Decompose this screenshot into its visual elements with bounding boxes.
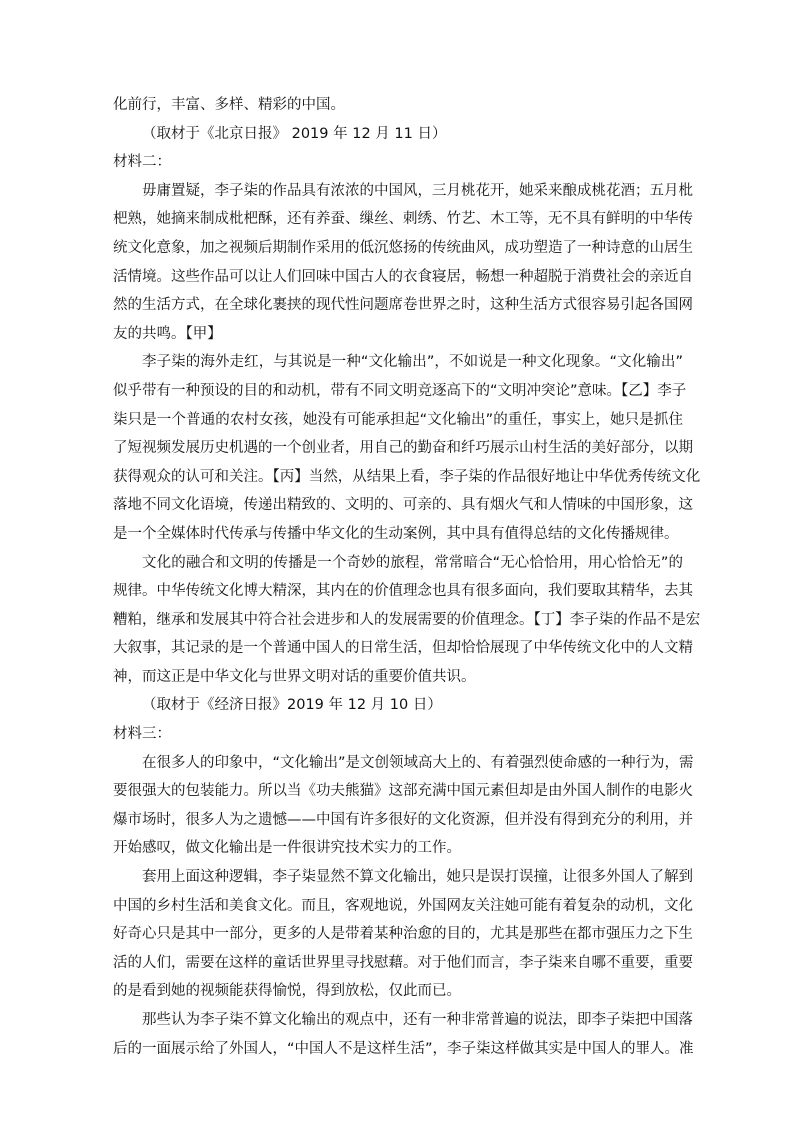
paragraph-first-line: 在很多人的印象中，“文化输出”是文创领域高大上的、有着强烈使命感的一种行为，需	[142, 754, 694, 771]
paragraph-line: 柒只是一个普通的农村女孩，她没有可能承担起“文化输出”的重任，事实上，她只是抓住	[113, 411, 683, 428]
paragraph-line: 糟粕，继承和发展其中符合社会进步和人的发展需要的价值理念。【丁】李子柒的作品不是宏	[113, 611, 701, 628]
paragraph-last-line: 是一个全媒体时代传承与传播中华文化的生动案例，其中具有值得总结的文化传播规律。	[113, 525, 679, 542]
paragraph-first-line: 文化的融合和文明的传播是一个奇妙的旅程，常常暗合“无心恰恰用，用心恰恰无”的	[142, 554, 683, 571]
paragraph-line: 然的生活方式，在全球化裹挟的现代性问题席卷世界之时，这种生活方式很容易引起各国网	[113, 297, 693, 314]
paragraph-line: 落地不同文化语境，传递出精致的、文明的、可亲的、具有烟火气和人情味的中国形象，这	[113, 497, 693, 514]
paragraph-last-line: 友的共鸣。【甲】	[113, 325, 222, 342]
paragraph-first-line: 那些认为李子柒不算文化输出的观点中，还有一种非常普遍的说法，即李子柒把中国落	[142, 1012, 693, 1028]
paragraph-first-line: 套用上面这种逻辑，李子柒显然不算文化输出，她只是误打误撞，让很多外国人了解到	[142, 869, 693, 886]
paragraph-line: 杷熟，她摘来制成枇杷酥，还有养蚕、缫丝、刺绣、竹艺、木工等，无不具有鲜明的中华传	[113, 211, 693, 228]
paragraph-line: 统文化意象，加之视频后期制作采用的低沉悠扬的传统曲风，成功塑造了一种诗意的山居生	[113, 239, 693, 256]
paragraph-line: 了短视频发展历史机遇的一个创业者，用自己的勤奋和纤巧展示山村生活的美好部分，以期	[113, 440, 693, 457]
paragraph-line: 活的人们，需要在这样的童话世界里寻找慰藉。对于他们而言，李子柒来自哪不重要，重要	[113, 954, 693, 971]
material-heading: 材料二：	[113, 154, 171, 171]
source-citation: （取材于《北京日报》 2019 年 12 月 11 日）	[142, 125, 447, 142]
paragraph-line: 中国的乡村生活和美食文化。而且，客观地说，外国网友关注她可能有着复杂的动机，文化	[113, 897, 693, 914]
document-page	[113, 91, 701, 1063]
paragraph-last-line: 的是看到她的视频能获得愉悦，得到放松，仅此而已。	[113, 983, 461, 1000]
paragraph-line: 后的一面展示给了外国人，“中国人不是这样生活”，李子柒这样做其实是中国人的罪人。准	[113, 1040, 694, 1057]
paragraph-last-line: 开始感叹，做文化输出是一件很讲究技术实力的工作。	[113, 840, 461, 857]
source-citation: （取材于《经济日报》2019 年 12 月 10 日）	[142, 697, 442, 714]
material-heading: 材料三：	[113, 726, 171, 743]
paragraph-last-line: 神，而这正是中华文化与世界文明对话的重要价值共识。	[113, 668, 476, 685]
paragraph-line: 似乎带有一种预设的目的和动机，带有不同文明竞逐高下的“文明冲突论”意味。【乙】李子	[113, 382, 687, 399]
paragraph-line: 好奇心只是其中一部分，更多的人是带着某种治愈的目的，尤其是那些在都市强压力之下生	[113, 926, 693, 943]
paragraph-line: 规律。中华传统文化博大精深，其内在的价值理念也具有很多面向，我们要取其精华，去其	[113, 583, 693, 600]
paragraph-line: 活情境。这些作品可以让人们回味中国古人的衣食寝居，畅想一种超脱于消费社会的亲近自	[113, 268, 693, 285]
paragraph-first-line: 李子柒的海外走红，与其说是一种“文化输出”，不如说是一种文化现象。“文化输出”	[142, 354, 683, 371]
paragraph-line: 爆市场时，很多人为之遗憾——中国有许多很好的文化资源，但并没有得到充分的利用，并	[113, 811, 693, 828]
paragraph-line: 大叙事，其记录的是一个普通中国人的日常生活，但却恰恰展现了中华传统文化中的人文精	[113, 640, 693, 657]
paragraph-first-line: 毋庸置疑，李子柒的作品具有浓浓的中国风，三月桃花开，她采来酿成桃花酒；五月枇	[142, 182, 693, 199]
paragraph-line: 要很强大的包装能力。所以当《功夫熊猫》这部充满中国元素但却是由外国人制作的电影火	[113, 783, 693, 800]
paragraph-line: 获得观众的认可和关注。【丙】当然，从结果上看，李子柒的作品很好地让中华优秀传统文化	[113, 468, 701, 485]
paragraph-last-line: 化前行，丰富、多样、精彩的中国。	[113, 97, 345, 113]
